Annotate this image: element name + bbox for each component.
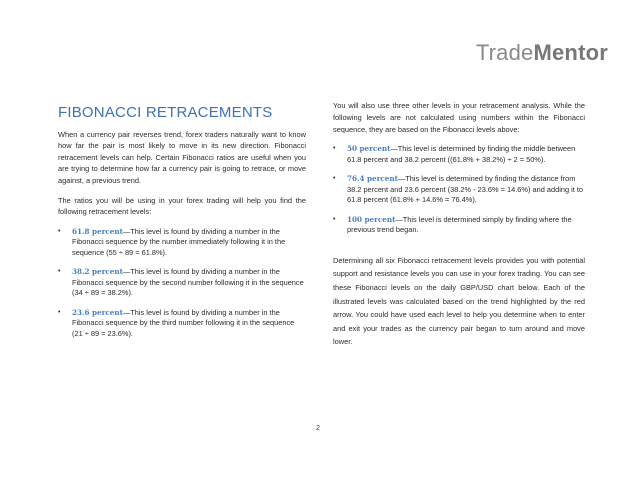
bullet-icon: •	[333, 175, 336, 183]
bullet-icon: •	[58, 227, 61, 235]
summary-paragraph: Determining all six Fibonacci retracement levels provides you with potential support and resistance levels you can use in your forex trading. You can see these Fibonacci levels on the daily GBP/USD chart below. Each of the illustrated levels was calculated based on the trend highlighted by the red arrow. You could have used each level to help you determine when to enter and exit your trades as the currency pair began to turn around and move lower.	[333, 255, 585, 347]
bullet-icon: •	[333, 215, 336, 223]
level-description: —This level is determined by finding the middle between 61.8 percent and 38.2 percent ((61.8% + 38.2%) ÷ 2 = 50%).	[347, 144, 576, 164]
bullet-icon: •	[58, 268, 61, 276]
list-item	[58, 308, 306, 340]
page-title: FIBONACCI RETRACEMENTS	[58, 104, 273, 121]
page-number: 2	[316, 425, 320, 432]
level-description: —This level is found by dividing a number in the Fibonacci sequence by the second number following it in the sequence (34 ÷ 89 = 38.2%).	[72, 267, 304, 298]
list-item	[333, 215, 585, 236]
level-description: —This level is found by dividing a number in the Fibonacci sequence by the third number following it in the sequence (21 ÷ 89 = 23.6%).	[72, 307, 295, 338]
intro-paragraph: When a currency pair reverses trend, forex traders naturally want to know how far the pair is most likely to move in its new direction. Fibonacci retracement levels can help. Certain Fibonacci ratios are useful when you are trying to determine how far a currency pair is going to retrace, or move against, a previous trend.	[58, 130, 306, 185]
left-column	[58, 100, 306, 348]
level-term: 38.2 percent	[72, 267, 123, 277]
ratios-paragraph: The ratios you will be using in your forex trading will help you find the following retracement levels:	[58, 196, 306, 217]
logo-text-mentor: Mentor	[533, 40, 608, 65]
logo-text-trade: Trade	[475, 40, 534, 65]
level-term: 50 percent	[347, 144, 391, 154]
retracement-list	[58, 227, 306, 340]
list-item	[333, 174, 585, 206]
trade-mentor-logo	[476, 40, 608, 66]
list-item	[58, 227, 306, 259]
level-description: —This level is determined by finding the distance from 38.2 percent and 23.6 percent (38.2% - 23.6% = 14.6%) and adding it to 61.8 percent (61.8% + 14.6% = 76.4%).	[347, 174, 584, 205]
level-term: 100 percent	[347, 214, 396, 224]
level-term: 61.8 percent	[72, 226, 123, 236]
additional-levels-list	[333, 144, 585, 236]
level-term: 76.4 percent	[347, 174, 398, 184]
bullet-icon: •	[333, 145, 336, 153]
list-item	[333, 144, 585, 165]
bullet-icon: •	[58, 308, 61, 316]
list-item	[58, 267, 306, 299]
additional-levels-paragraph: You will also use three other levels in your retracement analysis. While the following levels are not calculated using numbers within the Fibonacci sequence, they are based on the Fibonacci levels above:	[333, 101, 585, 134]
level-term: 23.6 percent	[72, 307, 123, 317]
right-column	[333, 100, 585, 358]
level-description: —This level is determined simply by finding where the previous trend began.	[347, 214, 572, 235]
level-description: —This level is found by dividing a number in the Fibonacci sequence by the number immediately following it in the sequence (55 ÷ 89 = 61.8%).	[72, 226, 286, 257]
